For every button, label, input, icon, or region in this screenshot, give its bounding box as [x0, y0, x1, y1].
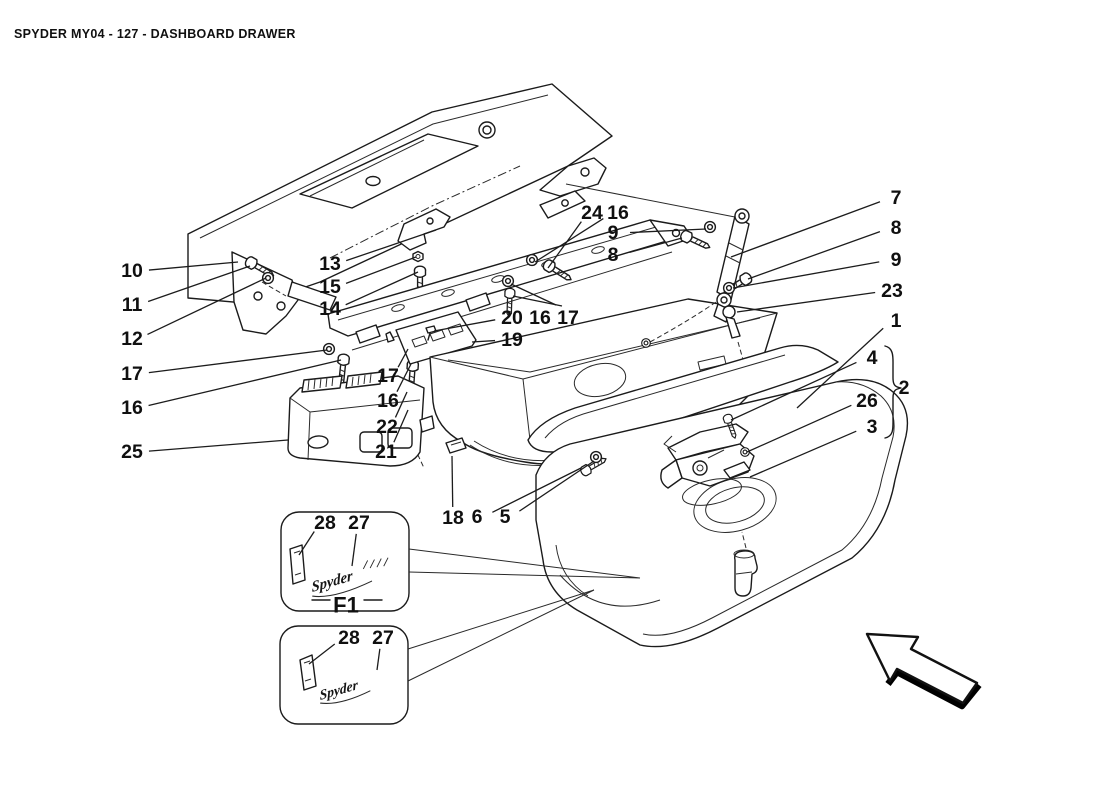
part-number-label[interactable]: 14	[319, 298, 341, 320]
part-number-label[interactable]: 17	[377, 365, 399, 387]
callout-25[interactable]	[121, 440, 288, 463]
leader-line	[748, 232, 880, 279]
part-number-label[interactable]: 16	[529, 307, 551, 329]
leader-line	[149, 440, 288, 451]
leader-line	[513, 296, 562, 306]
part-number-label[interactable]: 17	[121, 363, 143, 385]
callout-8[interactable]	[748, 217, 902, 279]
part-number-label[interactable]: 17	[557, 307, 579, 329]
part-number-label[interactable]: 23	[881, 280, 903, 302]
part-number-label[interactable]: 8	[607, 244, 619, 266]
part-number-label[interactable]: F1	[333, 592, 359, 618]
part-number-label[interactable]: 28	[314, 512, 336, 534]
part-number-label[interactable]: 16	[377, 390, 399, 412]
part-number-label[interactable]: 4	[866, 347, 878, 369]
leader-line	[398, 349, 408, 367]
leader-line	[452, 456, 453, 507]
part-number-label[interactable]: 2	[898, 377, 910, 399]
part-number-label[interactable]: 1	[890, 310, 902, 332]
leader-line	[733, 262, 879, 288]
callout-17[interactable]	[121, 350, 327, 385]
callout-F1[interactable]	[333, 593, 359, 618]
part-number-label[interactable]: 16	[121, 397, 143, 419]
part-number-label[interactable]: 12	[121, 328, 143, 350]
page-title: SPYDER MY04 - 127 - DASHBOARD DRAWER	[14, 27, 296, 41]
spyder-script-badge: Spyder	[319, 676, 359, 705]
part-number-label[interactable]: 27	[348, 512, 370, 534]
control-module	[288, 372, 434, 466]
part-number-label[interactable]: 27	[372, 627, 394, 649]
part-number-label[interactable]: 3	[866, 416, 878, 438]
leader-line	[737, 292, 875, 312]
leader-line	[731, 202, 880, 257]
leader-line	[511, 284, 556, 305]
part-number-label[interactable]: 20	[501, 307, 523, 329]
callout-23[interactable]	[737, 280, 903, 312]
part-number-label[interactable]: 8	[890, 217, 902, 239]
part-number-label[interactable]: 24	[581, 202, 603, 224]
part-number-label[interactable]: 10	[121, 260, 143, 282]
part-number-label[interactable]: 19	[501, 329, 523, 351]
part-number-label[interactable]: 16	[607, 202, 629, 224]
part-number-label[interactable]: 21	[375, 441, 397, 463]
spyder-script-badge: Spyder	[311, 567, 354, 597]
part-number-label[interactable]: 22	[376, 416, 398, 438]
part-number-label[interactable]: 9	[890, 249, 902, 271]
part-number-label[interactable]: 6	[471, 506, 483, 528]
part-number-label[interactable]: 13	[319, 253, 341, 275]
callout-7[interactable]	[731, 187, 901, 257]
part-number-label[interactable]: 25	[121, 441, 143, 463]
callout-2[interactable]	[899, 377, 910, 399]
part-number-label[interactable]: 15	[319, 276, 341, 298]
callout-18[interactable]	[442, 456, 464, 529]
callout-9[interactable]	[733, 249, 902, 288]
part-number-label[interactable]: 5	[499, 506, 511, 528]
part-number-label[interactable]: 11	[121, 294, 143, 316]
part-number-label[interactable]: 28	[338, 627, 360, 649]
direction-arrow	[867, 634, 979, 706]
part-number-label[interactable]: 9	[607, 222, 619, 244]
part-number-label[interactable]: 26	[856, 390, 878, 412]
part-number-label[interactable]: 18	[442, 507, 464, 529]
part-number-label[interactable]: 7	[890, 187, 902, 209]
